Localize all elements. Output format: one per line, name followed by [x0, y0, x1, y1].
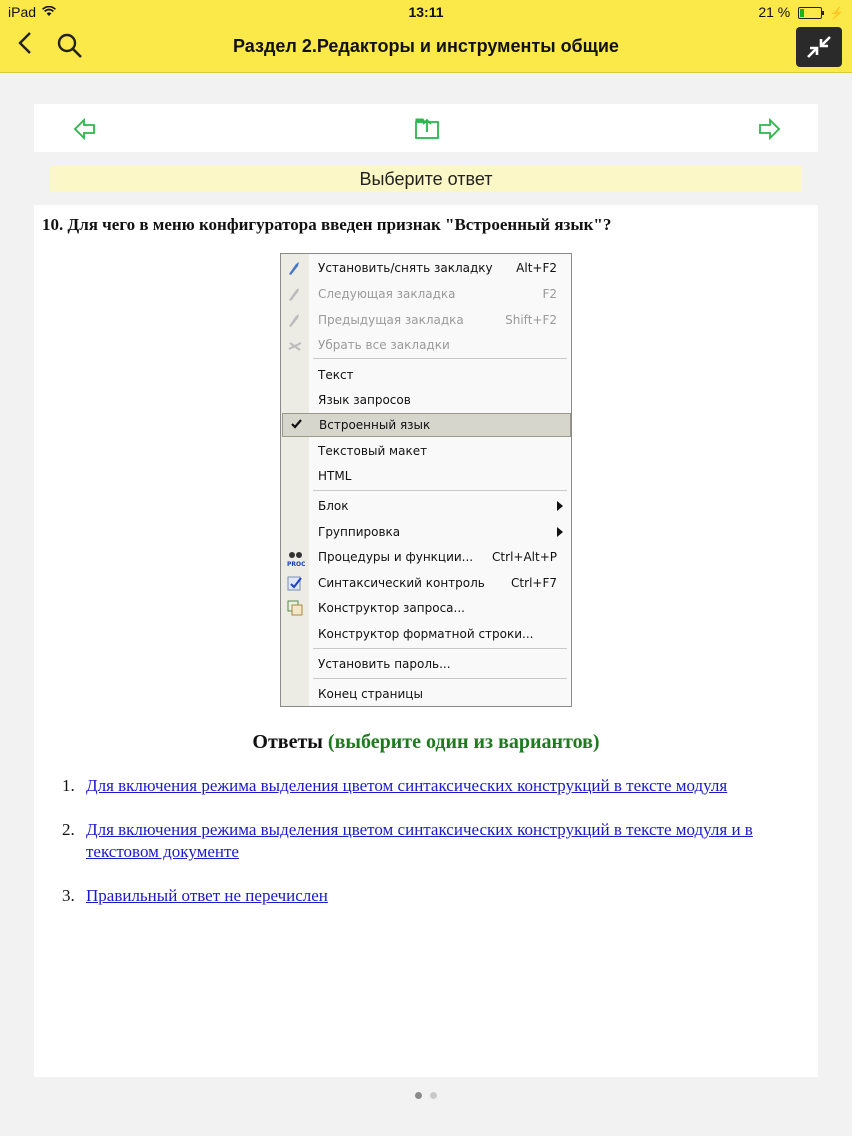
- question-navigation: [34, 104, 818, 152]
- menu-item-toggle-bookmark: [281, 257, 571, 279]
- collapse-arrows-icon: [796, 27, 842, 67]
- answer-number: 1.: [62, 776, 75, 795]
- battery-icon: [798, 7, 822, 19]
- menu-separator: [313, 358, 567, 359]
- page-dot-2[interactable]: [430, 1092, 437, 1099]
- menu-item-prev-bookmark: [281, 309, 571, 331]
- menu-item-shortcut: F2: [542, 287, 557, 301]
- answers-list: [62, 775, 792, 929]
- battery-indicator: [758, 4, 844, 20]
- menu-item-block: [281, 495, 571, 517]
- proc-label: PROC: [287, 561, 305, 567]
- clock: 13:11: [408, 4, 444, 20]
- menu-item-syntax-check: [281, 572, 571, 594]
- menu-item-label: Группировка: [318, 525, 401, 539]
- page-title: Раздел 2.Редакторы и инструменты общие: [233, 36, 619, 56]
- next-question-button[interactable]: [756, 116, 782, 142]
- menu-item-label: Конструктор форматной строки...: [318, 627, 534, 641]
- status-bar: [0, 2, 852, 22]
- checkmark-icon: [290, 417, 306, 433]
- prev-bookmark-icon: [287, 312, 303, 328]
- question-content: [34, 205, 818, 1077]
- menu-item-text-layout: [281, 440, 571, 462]
- menu-item-shortcut: Ctrl+F7: [511, 576, 557, 590]
- answers-heading: [34, 731, 818, 754]
- answer-number: 3.: [62, 886, 75, 905]
- answer-option-3: [62, 885, 792, 907]
- menu-item-label: Язык запросов: [318, 393, 411, 407]
- menu-separator: [313, 648, 567, 649]
- menu-item-grouping: [281, 521, 571, 543]
- top-bar: [0, 0, 852, 73]
- answer-link-2[interactable]: Для включения режима выделения цветом синтаксических конструкций в тексте модуля и в текстовом документе: [86, 820, 753, 861]
- menu-item-label: Конец страницы: [318, 687, 423, 701]
- menu-item-label: Процедуры и функции...: [318, 550, 474, 564]
- menu-item-label: Встроенный язык: [319, 418, 431, 432]
- menu-separator: [313, 490, 567, 491]
- menu-item-label: Предыдущая закладка: [318, 313, 464, 327]
- menu-item-set-password: [281, 653, 571, 675]
- menu-separator: [313, 678, 567, 679]
- answers-title: Ответы: [252, 731, 323, 753]
- charging-icon: ⚡: [829, 6, 844, 20]
- submenu-arrow-icon: [557, 527, 563, 537]
- battery-percent: 21 %: [758, 4, 791, 20]
- contents-button[interactable]: [414, 116, 440, 142]
- query-builder-icon: [287, 600, 303, 616]
- menu-item-shortcut: Shift+F2: [505, 313, 557, 327]
- menu-item-label: HTML: [318, 469, 352, 483]
- menu-item-html: [281, 465, 571, 487]
- prev-question-button[interactable]: [72, 116, 98, 142]
- menu-item-label: Следующая закладка: [318, 287, 456, 301]
- answer-link-3[interactable]: Правильный ответ не перечислен: [86, 886, 328, 905]
- menu-item-next-bookmark: [281, 283, 571, 305]
- menu-item-procedures: [281, 546, 571, 568]
- menu-item-label: Текст: [318, 368, 354, 382]
- menu-item-shortcut: Alt+F2: [516, 261, 557, 275]
- menu-item-label: Блок: [318, 499, 349, 513]
- menu-item-page-break: [281, 683, 571, 705]
- remove-bookmarks-icon: [287, 337, 303, 353]
- battery-fill: [800, 9, 804, 17]
- menu-item-text: [281, 364, 571, 386]
- menu-item-label: Синтаксический контроль: [318, 576, 485, 590]
- folder-icon: [414, 116, 440, 142]
- next-bookmark-icon: [287, 286, 303, 302]
- menu-item-query-language: [281, 389, 571, 411]
- menu-item-shortcut: Ctrl+Alt+P: [492, 550, 557, 564]
- answer-link-1[interactable]: Для включения режима выделения цветом синтаксических конструкций в тексте модуля: [86, 776, 728, 795]
- collapse-button[interactable]: [796, 27, 842, 67]
- syntax-check-icon: [287, 575, 303, 591]
- submenu-arrow-icon: [557, 501, 563, 511]
- menu-item-remove-bookmarks: [281, 334, 571, 356]
- menu-item-label: Текстовый макет: [318, 444, 428, 458]
- menu-item-label: Конструктор запроса...: [318, 601, 465, 615]
- choose-answer-banner: Выберите ответ: [50, 166, 802, 192]
- menu-item-label: Убрать все закладки: [318, 338, 450, 352]
- menu-item-query-builder: [281, 597, 571, 619]
- arrow-left-icon: [72, 116, 98, 142]
- bookmark-icon: [287, 260, 303, 276]
- device-name: iPad: [8, 4, 37, 20]
- arrow-right-icon: [756, 116, 782, 142]
- page-dot-1[interactable]: [415, 1092, 422, 1099]
- question-text: 10. Для чего в меню конфигуратора введен признак "Встроенный язык"?: [42, 215, 612, 234]
- binoculars-proc-icon: [287, 549, 303, 565]
- menu-item-builtin-language: [282, 413, 571, 437]
- answer-option-2: [62, 819, 792, 863]
- menu-item-format-string-builder: [281, 623, 571, 645]
- answer-number: 2.: [62, 820, 75, 839]
- answers-hint: (выберите один из вариантов): [327, 731, 600, 753]
- answer-option-1: [62, 775, 792, 797]
- menu-item-label: Установить пароль...: [318, 657, 451, 671]
- menu-item-label: Установить/снять закладку: [318, 261, 493, 275]
- page-indicator[interactable]: [0, 1086, 852, 1104]
- menu-screenshot: [280, 253, 572, 707]
